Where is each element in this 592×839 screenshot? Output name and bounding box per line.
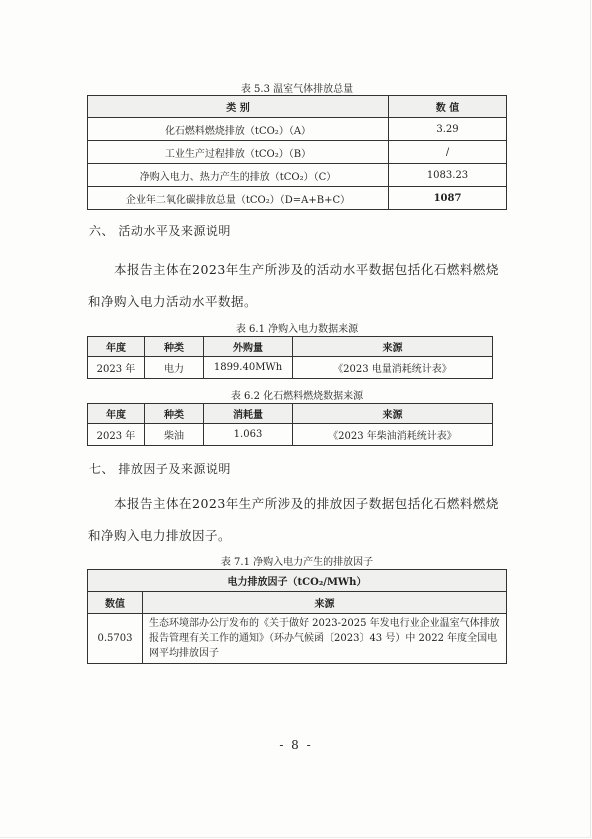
table-row bbox=[88, 118, 507, 141]
cell-year: 2023 年 bbox=[88, 357, 145, 379]
row-value-total: 1087 bbox=[389, 187, 507, 210]
page-number: - 8 - bbox=[279, 738, 313, 752]
row-label: 工业生产过程排放（tCO₂）（B） bbox=[88, 141, 389, 164]
table-6-1 bbox=[87, 336, 493, 379]
section-7-title: 七、 排放因子及来源说明 bbox=[89, 462, 231, 476]
table-6-2-caption: 表 6.2 化石燃料燃烧数据来源 bbox=[230, 391, 364, 402]
table-7-1-caption: 表 7.1 净购入电力产生的排放因子 bbox=[220, 557, 374, 568]
table-row bbox=[88, 614, 507, 664]
table-6-1-caption: 表 6.1 净购入电力数据来源 bbox=[235, 324, 359, 335]
table-row bbox=[88, 164, 507, 187]
table-group-header: 电力排放因子（tCO₂/MWh） bbox=[88, 570, 507, 592]
table-header-type: 种类 bbox=[145, 337, 204, 357]
cell-source: 《2023 年柴油消耗统计表》 bbox=[293, 424, 493, 446]
table-5-3-caption: 表 5.3 温室气体排放总量 bbox=[240, 84, 354, 95]
table-header-value: 数值 bbox=[88, 592, 143, 614]
section-6-paragraph: 本报告主体在2023年生产所涉及的活动水平数据包括化石燃料燃烧和净购入电力活动水平数据。 bbox=[88, 262, 499, 309]
table-header-year: 年度 bbox=[88, 337, 145, 357]
cell-value: 0.5703 bbox=[88, 614, 143, 664]
row-label: 化石燃料燃烧排放（tCO₂）（A） bbox=[88, 118, 389, 141]
table-row bbox=[88, 187, 507, 210]
table-header-source: 来源 bbox=[293, 404, 493, 424]
table-header-value: 数 值 bbox=[389, 96, 507, 118]
table-header-amount: 外购量 bbox=[204, 337, 293, 357]
cell-type: 电力 bbox=[145, 357, 204, 379]
table-header-source: 来源 bbox=[143, 592, 507, 614]
table-header-year: 年度 bbox=[88, 404, 145, 424]
cell-year: 2023 年 bbox=[88, 424, 145, 446]
table-5-3 bbox=[87, 95, 507, 210]
table-7-1 bbox=[87, 569, 507, 664]
cell-amount: 1899.40MWh bbox=[204, 357, 293, 379]
table-header-amount: 消耗量 bbox=[204, 404, 293, 424]
cell-source: 生态环境部办公厅发布的《关于做好 2023-2025 年发电行业企业温室气体排放报告管理有关工作的通知》（环办气候函〔2023〕43 号）中 2022 年度全国电网平均排放因子 bbox=[143, 614, 507, 664]
table-row bbox=[88, 357, 493, 379]
table-row bbox=[88, 424, 493, 446]
table-row bbox=[88, 141, 507, 164]
cell-source: 《2023 电量消耗统计表》 bbox=[293, 357, 493, 379]
section-6-title: 六、 活动水平及来源说明 bbox=[89, 224, 231, 238]
row-value: / bbox=[389, 141, 507, 164]
table-header-type: 种类 bbox=[145, 404, 204, 424]
row-value: 3.29 bbox=[389, 118, 507, 141]
cell-amount: 1.063 bbox=[204, 424, 293, 446]
section-7-paragraph: 本报告主体在2023年生产所涉及的排放因子数据包括化石燃料燃烧和净购入电力排放因子。 bbox=[88, 496, 499, 543]
table-6-2 bbox=[87, 403, 493, 446]
row-label: 净购入电力、热力产生的排放（tCO₂）（C） bbox=[88, 164, 389, 187]
table-header-source: 来源 bbox=[293, 337, 493, 357]
cell-type: 柴油 bbox=[145, 424, 204, 446]
row-label: 企业年二氧化碳排放总量（tCO₂）（D=A+B+C） bbox=[88, 187, 389, 210]
row-value: 1083.23 bbox=[389, 164, 507, 187]
table-header-category: 类 别 bbox=[88, 96, 389, 118]
